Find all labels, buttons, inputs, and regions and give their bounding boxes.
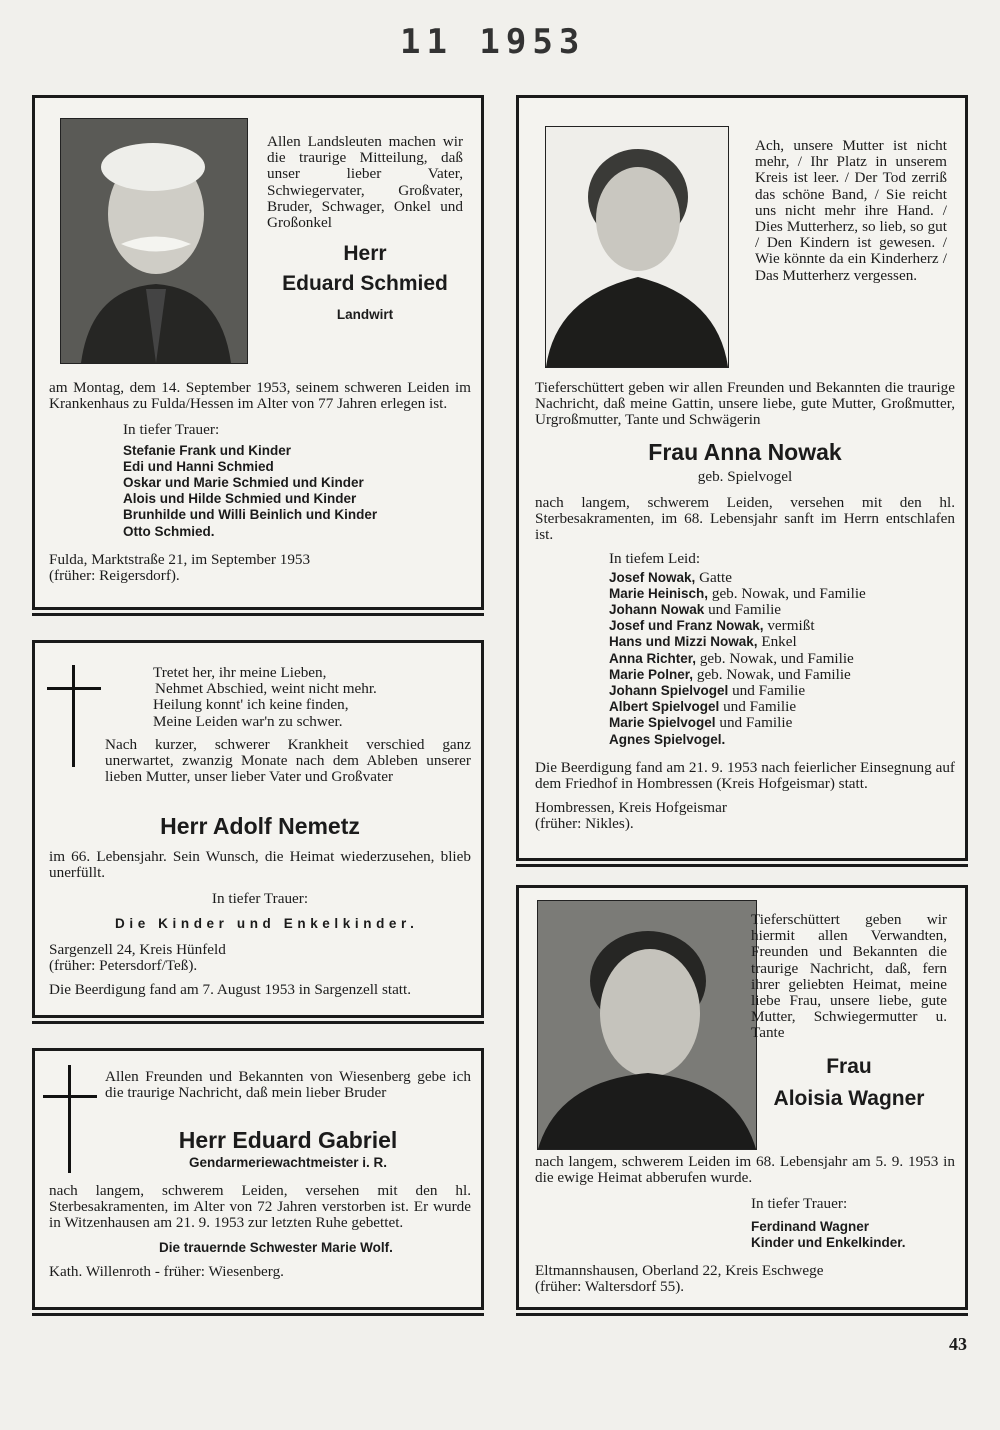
notice-gabriel [32,1048,484,1310]
poem [153,665,473,730]
mourner-row: Agnes Spielvogel. [609,731,726,747]
signature: Die trauernde Schwester Marie Wolf. [159,1239,393,1255]
mourner-list [751,1219,955,1251]
mourner: Kinder und Enkelkinder. [751,1234,906,1250]
mourning-label: In tiefer Trauer: [211,890,309,908]
former-address: (früher: Waltersdorf 55). [535,1278,685,1296]
deceased-name: Frau Anna Nowak [648,438,842,465]
archive-date-stamp: 11 1953 [400,22,586,62]
intro-text: Nach kurzer, schwerer Krankheit verschied ganz unerwartet, zwanzig Monate nach dem Ableben unserer lieben Mutter, unser lieber Vater und Großvater [105,736,471,786]
mourner-row: Anna Richter, geb. Nowak, und Familie [609,649,854,667]
poem-line: Nehmet Abschied, weint nicht mehr. [155,680,377,698]
deceased-name: Aloisia Wagner [773,1086,925,1110]
mourners: Die Kinder und Enkelkinder. [115,915,419,931]
funeral-text: Die Beerdigung fand am 21. 9. 1953 nach feierlicher Einsegnung auf dem Friedhof in Hombressen (Kreis Hofgeismar) statt. [535,758,955,793]
cross-icon [47,665,101,767]
mourning-label: In tiefer Trauer: [751,1195,848,1213]
maiden-name: geb. Spielvogel [697,467,793,485]
poem-text: Ach, unsere Mutter ist nicht mehr, / Ihr Platz in unserem Kreis ist leer. / Der Tod zerriß das schöne Band, / Sie reicht uns nicht mehr ihre Hand. / Dies Mutterherz, so lieb, so gut / Den Kindern ist gewesen. / Wie könnte da ein Kinderherz / Das Mutterherz vergessen. [755,137,947,284]
page-number: 43 [949,1334,967,1354]
notice-nemetz [32,640,484,1018]
mourning-label: In tiefer Trauer: [123,421,220,439]
deceased-name: Herr Adolf Nemetz [160,813,360,839]
mourner-row: Johann Spielvogel und Familie [609,682,806,700]
poem-line: Heilung konnt' ich keine finden, [153,696,349,714]
title-frau: Frau [826,1054,872,1078]
address-line: Fulda, Marktstraße 21, im September 1953 [49,550,311,568]
mourner: Alois und Hilde Schmied und Kinder [123,491,357,507]
mourner-row: Marie Heinisch, geb. Nowak, und Familie [609,584,866,602]
intro-text: Tieferschüttert geben wir allen Freunden und Bekannten die traurige Nachricht, daß meine Gattin, unsere liebe, gute Mutter, Großmutter, Urgroßmutter, Tante und Schwägerin [535,379,955,429]
former-address: (früher: Petersdorf/Teß). [49,957,198,975]
mourner-row: Josef und Franz Nowak, vermißt [609,617,815,635]
mourner-row: Marie Spielvogel und Familie [609,714,793,732]
body-text: im 66. Lebensjahr. Sein Wunsch, die Heimat wiederzusehen, blieb unerfüllt. [49,848,471,882]
portrait-photo-schmied [60,118,248,364]
mourner: Ferdinand Wagner [751,1218,870,1234]
notice-nowak [516,95,968,861]
mourner: Oskar und Marie Schmied und Kinder [123,475,364,491]
poem-line: Meine Leiden war'n zu schwer. [153,712,343,730]
cross-icon [43,1065,97,1173]
poem-line: Tretet her, ihr meine Lieben, [153,664,327,681]
mourner-row: Marie Polner, geb. Nowak, und Familie [609,665,851,683]
former-address: (früher: Reigersdorf). [49,567,180,585]
intro-text: Allen Landsleuten machen wir die traurige Mitteilung, daß unser lieber Vater, Schwiegervater, Großvater, Bruder, Schwager, Onkel und Großonkel [267,133,463,232]
mourning-label: In tiefem Leid: [609,550,701,568]
mourner-row: Johann Nowak und Familie [609,601,782,619]
body-text: nach langem, schwerem Leiden, versehen mit den hl. Sterbesakramenten, im 68. Lebensjahr sanft im Herrn entschlafen ist. [535,493,955,544]
mourner-list [123,443,471,540]
title-herr: Herr [343,242,387,266]
mourner-row: Albert Spielvogel und Familie [609,698,797,716]
portrait-photo-nowak [545,126,729,368]
mourner: Otto Schmied. [123,523,215,539]
body-text: nach langem, schwerem Leiden im 68. Lebensjahr am 5. 9. 1953 in die ewige Heimat abberufen wurde. [535,1153,955,1187]
notice-wagner [516,885,968,1310]
body-text: am Montag, dem 14. September 1953, seinem schweren Leiden im Krankenhaus zu Fulda/Hessen im Alter von 77 Jahren erlegen ist. [49,379,471,413]
mourner-row: Josef Nowak, Gatte [609,568,732,586]
funeral-text: Die Beerdigung fand am 7. August 1953 in Sargenzell statt. [49,981,412,999]
address-line: Sargenzell 24, Kreis Hünfeld [49,940,226,958]
mourner-list [609,570,955,748]
mourner: Edi und Hanni Schmied [123,458,274,474]
deceased-name: Herr Eduard Gabriel [178,1127,398,1153]
intro-text: Allen Freunden und Bekannten von Wiesenberg gebe ich die traurige Nachricht, daß mein lieber Bruder [105,1068,471,1102]
notice-schmied [32,95,484,610]
portrait-photo-wagner [537,900,757,1150]
rank: Gendarmeriewachtmeister i. R. [188,1155,388,1170]
occupation: Landwirt [336,307,394,323]
mourner: Brunhilde und Willi Beinlich und Kinder [123,507,378,523]
address-line: Eltmannshausen, Oberland 22, Kreis Eschwege [535,1262,824,1280]
mourner-row: Hans und Mizzi Nowak, Enkel [609,633,797,651]
former-address: (früher: Nikles). [535,815,634,833]
address-line: Hombressen, Kreis Hofgeismar [535,799,727,817]
deceased-name: Eduard Schmied [282,272,448,296]
intro-text: Tieferschüttert geben wir hiermit allen Verwandten, Freunden und Bekannten die traurige Nachricht, daß, fern ihrer geliebten Heimat, meine liebe Frau, unsere liebe, gute Mutter, Schwiegermutter u. Tante [751,911,947,1042]
address-line: Kath. Willenroth - früher: Wiesenberg. [49,1262,284,1280]
body-text: nach langem, schwerem Leiden, versehen mit den hl. Sterbesakramenten, im Alter von 72 Jahren verstorben ist. Er wurde in Witzenhausen am 21. 9. 1953 zur letzten Ruhe gebettet. [49,1182,471,1232]
mourner: Stefanie Frank und Kinder [123,442,292,458]
